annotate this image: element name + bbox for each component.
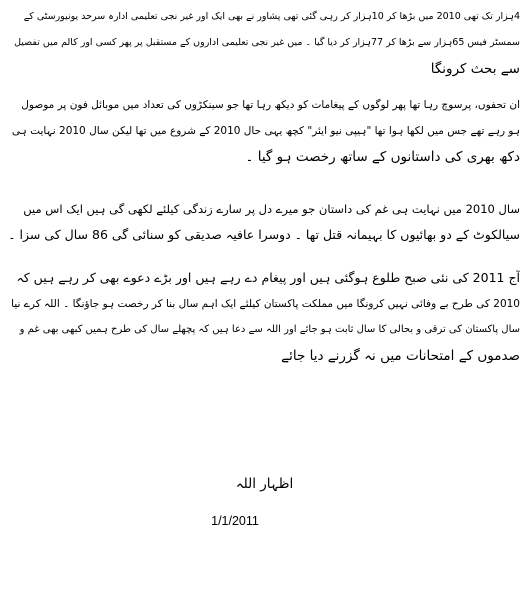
text-line: 2010 کی طرح بے وفائی نہیں کرونگا میں مملکت پاکستان کیلئے ایک اہم سال بنا کر رخصت ہو جاؤنگا ۔ اللہ کرے نیا bbox=[11, 298, 520, 310]
text-line: ہو رہے تھے جس میں لکھا ہوا تھا "ہیپی نیو ایئر" کچھ یہی حال 2010 کے شروع میں تھا لیکن سال 2010 نہایت ہی bbox=[11, 125, 520, 137]
text-line: صدموں کے امتحانات میں نہ گزرنے دیا جائے bbox=[281, 348, 520, 364]
document-date: 1/1/2011 bbox=[211, 514, 259, 528]
text-line: آج 2011 کی نئی صبح طلوع ہوگئی ہیں اور پیغام دے رہے ہیں اور بڑے دعوے بھی کر رہے ہیں کہ bbox=[16, 270, 520, 285]
paragraph-messages bbox=[8, 92, 520, 170]
text-line: سے بحث کرونگا bbox=[430, 61, 520, 77]
author-signature: اظہار اللہ bbox=[235, 476, 294, 492]
text-line: ان تحفوں، پرسوچ رہا تھا پھر لوگوں کے پیغامات کو دیکھ رہا تھا جو سینکڑوں کی تعداد میں موبائل فون پر موصول bbox=[21, 99, 520, 111]
text-line: 4ہزار تک تھی 2010 میں بڑھا کر 10ہزار کر رہی گئی تھی پشاور نے بھی ایک اور غیر نجی تعلیمی ادارہ سرحد یونیورسٹی کے bbox=[23, 11, 520, 22]
text-line: دکھ بھری کی داستانوں کے ساتھ رخصت ہو گیا ۔ bbox=[245, 149, 520, 165]
text-line: سیالکوٹ کے دو بھائیوں کا بہیمانہ قتل تھا ۔ دوسرا عافیہ صدیقی کو سنائی گی 86 سال کی سزا ۔ bbox=[8, 227, 520, 242]
paragraph-tragedies bbox=[8, 196, 520, 248]
text-line: سال پاکستان کی ترقی و بحالی کا سال ثابت ہو جائے اور اللہ سے دعا ہیں کہ پچھلے سال کی طرح ہمیں کبھی بھی غم و bbox=[19, 324, 520, 335]
paragraph-new-year-hope bbox=[8, 265, 520, 369]
text-line: سال 2010 میں نہایت ہی غم کی داستان جو میرے دل پر سارے زندگی کیلئے لکھی گی ہیں ایک اس میں bbox=[23, 202, 520, 216]
text-line: سمسٹر فیس 65ہزار سے بڑھا کر 77ہزار کر دیا گیا ۔ میں غیر نجی تعلیمی اداروں کے مستقبل پر پھر کسی اور کالم میں تفصیل bbox=[14, 37, 520, 48]
paragraph-fees bbox=[8, 4, 520, 82]
